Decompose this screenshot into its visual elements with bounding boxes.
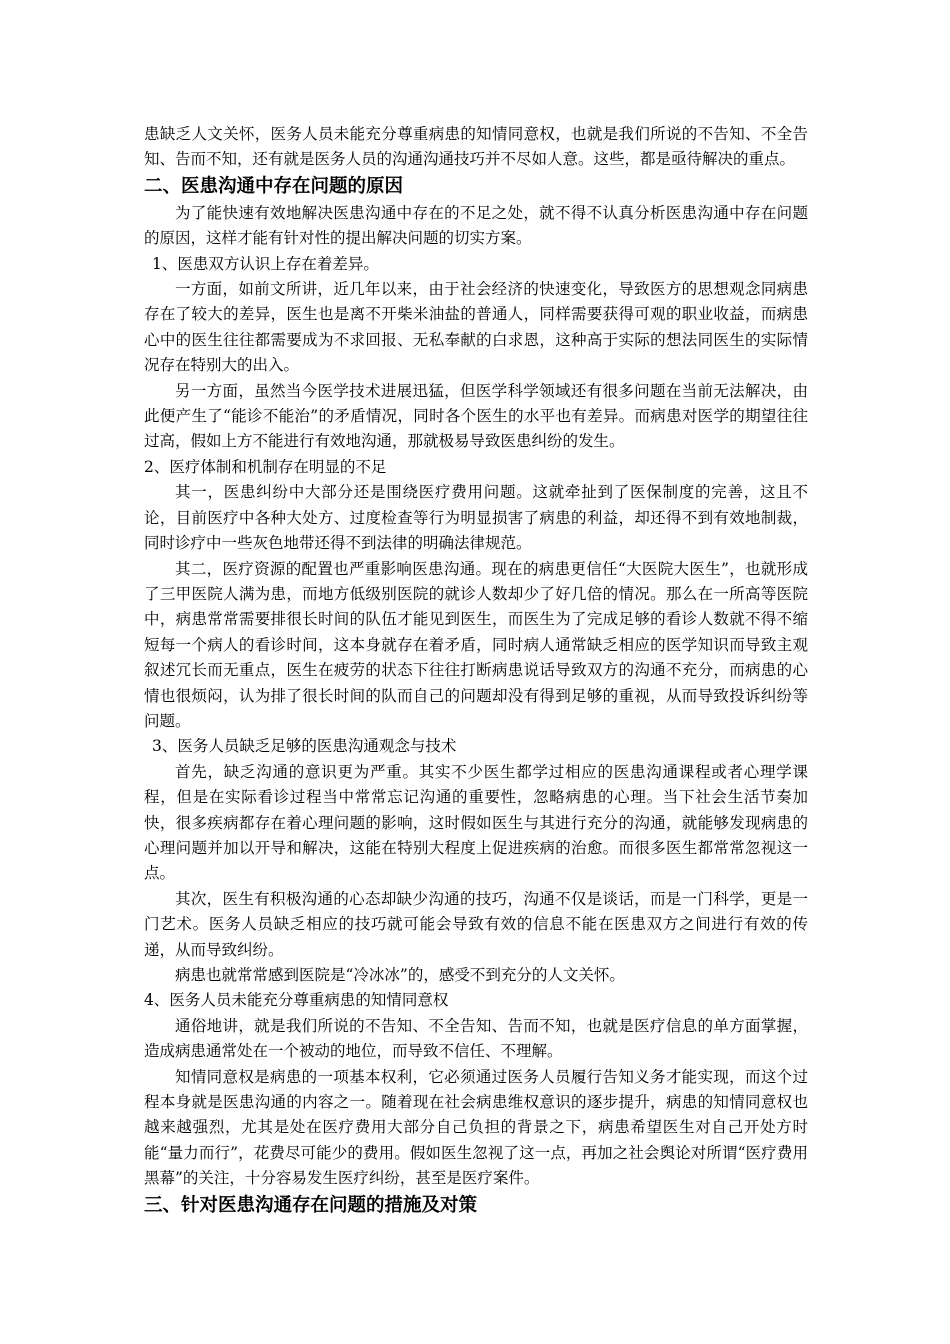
subheading-3: 3、医务人员缺乏足够的医患沟通观念与技术 bbox=[152, 737, 457, 756]
paragraph-3c: 病患也就常常感到医院是“冷冰冰”的，感受不到充分的人文关怀。 bbox=[175, 966, 625, 984]
section-heading-3: 三、针对医患沟通存在问题的措施及对策 bbox=[144, 1194, 478, 1216]
paragraph-3a: 首先，缺乏沟通的意识更为严重。其实不少医生都学过相应的医患沟通课程或者心理学课程，但是在实际看诊过程当中常常忘记沟通的重要性，忽略病患的心理。当下社会生活节奏加快，很多疾病都存在着心理问题的影响，这时假如医生与其进行充分的沟通，就能够发现病患的心理问题并加以开导和解决，这能在特别大程度上促进疾病的治愈。而很多医生都常常忽视这一点。 bbox=[144, 762, 808, 883]
paragraph-1a: 一方面，如前文所讲，近几年以来，由于社会经济的快速变化，导致医方的思想观念同病患存在了较大的差异，医生也是离不开柴米油盐的普通人，同样需要获得可观的职业收益，而病患心中的医生往往都需要成为不求回报、无私奉献的白求恩，这种高于实际的想法同医生的实际情况存在特别大的出入。 bbox=[144, 280, 808, 375]
subheading-2: 2、医疗体制和机制存在明显的不足 bbox=[144, 457, 387, 476]
document-page bbox=[144, 122, 808, 1220]
paragraph-2b: 其二，医疗资源的配置也严重影响医患沟通。现在的病患更信任“大医院大医生”，也就形成了三甲医院人满为患，而地方低级别医院的就诊人数却少了好几倍的情况。那么在一所高等医院中，病患常常需要排很长时间的队伍才能见到医生，而医生为了完成足够的看诊人数就不得不缩短每一个病人的看诊时间，这本身就存在着矛盾，同时病人通常缺乏相应的医学知识而导致主观叙述冗长而无重点，医生在疲劳的状态下往往打断病患说话导致双方的沟通不充分，而病患的心情也很烦闷，认为排了很长时间的队而自己的问题却没有得到足够的重视，从而导致投诉纠纷等问题。 bbox=[144, 559, 808, 730]
subheading-4: 4、医务人员未能充分尊重病患的知情同意权 bbox=[144, 991, 449, 1010]
paragraph-4b: 知情同意权是病患的一项基本权利，它必须通过医务人员履行告知义务才能实现，而这个过程本身就是医患沟通的内容之一。随着现在社会病患维权意识的逐步提升，病患的知情同意权也越来越强烈，尤其是处在医疗费用大部分自己负担的背景之下，病患希望医生对自己开处方时能“量力而行”，花费尽可能少的费用。假如医生忽视了这一点，再加之社会舆论对所谓“医疗费用黑幕”的关注，十分容易发生医疗纠纷，甚至是医疗案件。 bbox=[144, 1067, 808, 1188]
paragraph-section2-intro: 为了能快速有效地解决医患沟通中存在的不足之处，就不得不认真分析医患沟通中存在问题的原因，这样才能有针对性的提出解决问题的切实方案。 bbox=[144, 203, 808, 248]
paragraph-intro-continued: 患缺乏人文关怀，医务人员未能充分尊重病患的知情同意权，也就是我们所说的不告知、不全告知、告而不知，还有就是医务人员的沟通沟通技巧并不尽如人意。这些，都是亟待解决的重点。 bbox=[144, 125, 808, 169]
paragraph-1b: 另一方面，虽然当今医学技术进展迅猛，但医学科学领域还有很多问题在当前无法解决，由此便产生了“能诊不能治”的矛盾情况，同时各个医生的水平也有差异。而病患对医学的期望往往过高，假如上方不能进行有效地沟通，那就极易导致医患纠纷的发生。 bbox=[144, 381, 808, 451]
paragraph-4a: 通俗地讲，就是我们所说的不告知、不全告知、告而不知，也就是医疗信息的单方面掌握，造成病患通常处在一个被动的地位，而导致不信任、不理解。 bbox=[144, 1016, 808, 1061]
paragraph-3b: 其次，医生有积极沟通的心态却缺少沟通的技巧，沟通不仅是谈话，而是一门科学，更是一门艺术。医务人员缺乏相应的技巧就可能会导致有效的信息不能在医患双方之间进行有效的传递，从而导致纠纷。 bbox=[144, 889, 808, 959]
paragraph-2a: 其一，医患纠纷中大部分还是围绕医疗费用问题。这就牵扯到了医保制度的完善，这且不论，目前医疗中各种大处方、过度检查等行为明显损害了病患的利益，却还得不到有效地制裁，同时诊疗中一些灰色地带还得不到法律的明确法律规范。 bbox=[144, 483, 808, 553]
subheading-1: 1、医患双方认识上存在着差异。 bbox=[152, 254, 379, 273]
section-heading-2: 二、医患沟通中存在问题的原因 bbox=[144, 175, 404, 197]
